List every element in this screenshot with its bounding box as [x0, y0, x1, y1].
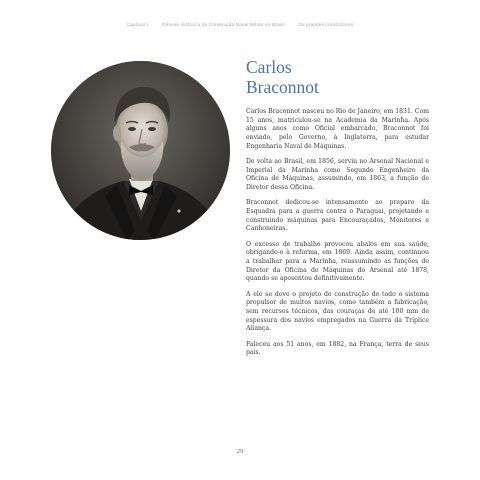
- paragraph: Carlos Braconnot nasceu no Rio de Janeiro, em 1831. Com 15 anos, matriculou-se na Academia da Marinha. Após alguns anos como Oficial embarcado, Braconnot foi enviado, pelo Governo, à Inglaterra, para estudar Engenharia Naval de Máquinas.: [246, 108, 429, 150]
- paragraph: O excesso de trabalho provocou abalos em sua saúde, obrigando-o à reforma, em 1869. Ainda assim, continuou a trabalhar para a Marinha, reassumindo as funções de Diretor da Oficina de Máquinas do Arsenal até 1878, quando se aposentou definitivamente.: [246, 240, 429, 283]
- paragraph: A ele se deve o projeto de construção de todo o sistema propulsor de muitos navios, como também a fabricação, sem recursos técnicos, das couraças de até 100 mm de espessura dos navios empregados na Guerra da Tríplice Aliança.: [246, 290, 429, 333]
- running-header: [0, 22, 480, 27]
- page-number: 29: [236, 448, 244, 455]
- paragraph: Faleceu aos 51 anos, em 1882, na França, terra de seus pais.: [246, 340, 429, 357]
- paragraph: Braconnot dedicou-se intensamente ao preparo da Esquadra para a guerra contra o Paraguai, projetando e construindo máquinas para Encouraçados, Monitores e Canhoneiras.: [246, 199, 429, 233]
- biography-text: [246, 108, 429, 365]
- header-chapter: Capítulo I: [126, 22, 149, 27]
- header-section: Os grandes construtores: [298, 22, 354, 27]
- header-book-title: Gênese Histórica da Construção Naval Militar no Brasil: [161, 22, 285, 27]
- title-last-name: Braconnot: [246, 77, 319, 97]
- portrait-photo: [51, 61, 230, 240]
- paragraph: De volta ao Brasil, em 1856, serviu no Arsenal Nacional e Imperial da Marinha como Segundo Engenheiro da Oficina de Máquinas, assumindo, em 1863, a função de Diretor dessa Oficina.: [246, 158, 429, 192]
- page-title: [246, 57, 446, 97]
- title-first-name: Carlos: [246, 57, 292, 77]
